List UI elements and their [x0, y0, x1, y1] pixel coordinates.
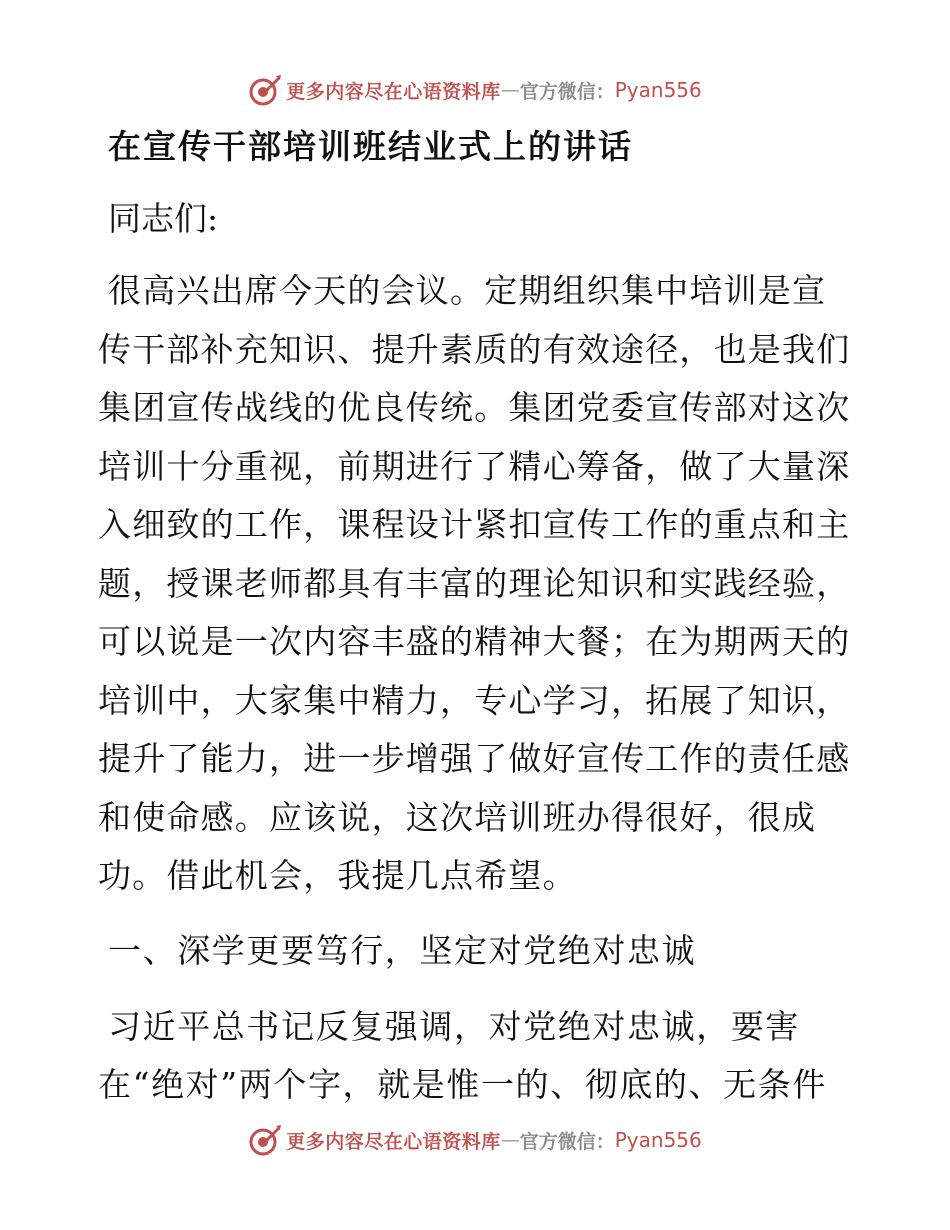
paragraph-line: 传干部补充知识、提升素质的有效途径，也是我们 — [98, 329, 851, 369]
section-heading-1: 一、深学更要笃行，坚定对党绝对忠诚 — [108, 930, 697, 970]
watermark-dash: — — [500, 1129, 520, 1151]
watermark-wechat-id: Pyan556 — [614, 1128, 702, 1152]
paragraph-line: 培训中，大家集中精力，专心学习，拓展了知识， — [98, 680, 851, 720]
paragraph-intro — [98, 262, 850, 906]
watermark-dash: — — [500, 79, 520, 101]
paragraph-line: 提升了能力，进一步增强了做好宣传工作的责任感 — [98, 739, 851, 778]
watermark-wechat-label: 官方微信： — [519, 80, 615, 103]
watermark-wechat-id: Pyan556 — [614, 78, 702, 102]
paragraph-line: 很高兴出席今天的会议。定期组织集中培训是宣 — [108, 271, 827, 310]
watermark-main-text: 更多内容尽在心语资料库 — [286, 80, 501, 103]
paragraph-line: 和使命感。应该说，这次培训班办得很好，很成 — [98, 797, 817, 837]
paragraph-line: 在“绝对”两个字，就是惟一的、彻底的、无条件 — [98, 1064, 827, 1104]
document-body — [98, 120, 850, 1114]
salutation: 同志们: — [108, 199, 219, 238]
watermark-wechat-label: 官方微信： — [519, 1130, 615, 1153]
document-title: 在宣传干部培训班结业式上的讲话 — [108, 127, 633, 166]
paragraph-line: 培训十分重视，前期进行了精心筹备，做了大量深 — [98, 446, 851, 486]
paragraph-line: 可以说是一次内容丰盛的精神大餐；在为期两天的 — [98, 622, 851, 661]
footer-watermark — [0, 1120, 950, 1160]
paragraph-section-1 — [98, 998, 850, 1114]
paragraph-line: 题，授课老师都具有丰富的理论知识和实践经验， — [98, 563, 851, 603]
pen-logo-icon — [248, 73, 282, 107]
paragraph-line: 习近平总书记反复强调，对党绝对忠诚，要害 — [108, 1006, 800, 1046]
header-watermark — [0, 70, 950, 110]
pen-logo-icon — [248, 1123, 282, 1157]
watermark-main-text: 更多内容尽在心语资料库 — [286, 1130, 501, 1153]
paragraph-line: 入细致的工作，课程设计紧扣宣传工作的重点和主 — [98, 505, 851, 544]
paragraph-line: 功。借此机会，我提几点希望。 — [98, 856, 577, 895]
paragraph-line: 集团宣传战线的优良传统。集团党委宣传部对这次 — [98, 388, 851, 427]
